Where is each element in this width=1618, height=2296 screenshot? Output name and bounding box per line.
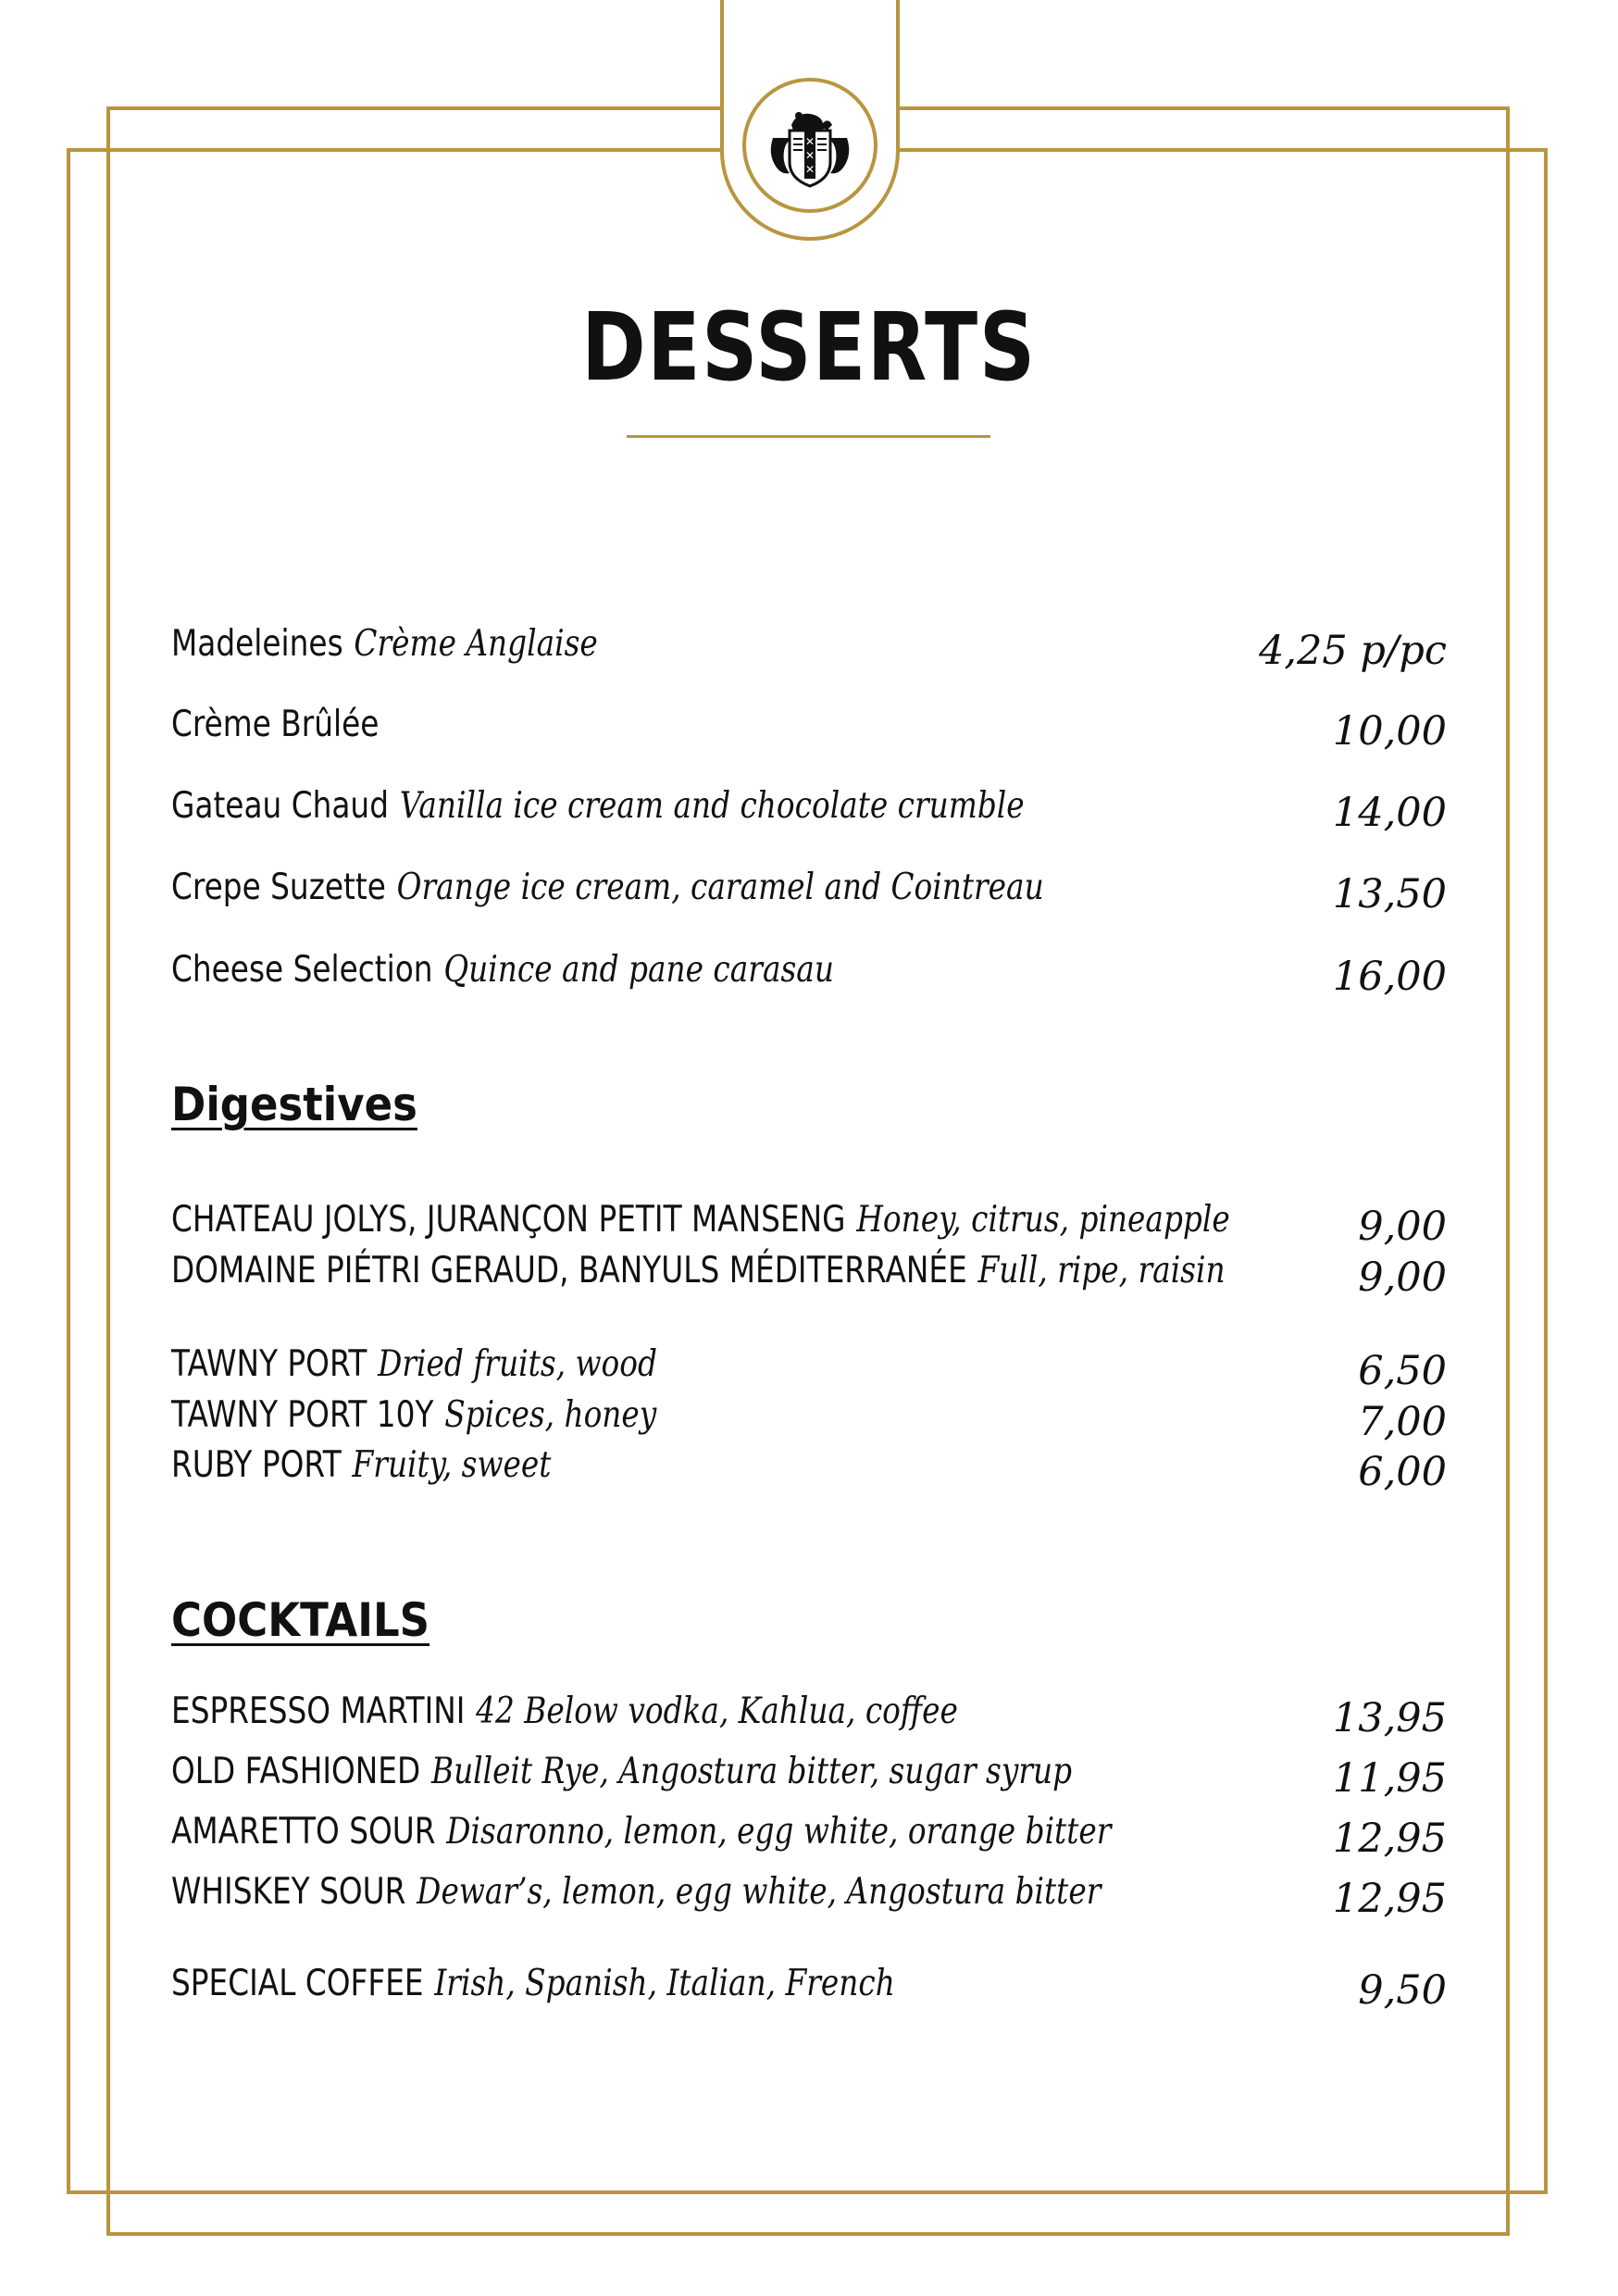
menu-item — [171, 942, 1447, 1000]
item-description: Dewar’s, lemon, egg white, Angostura bitter — [417, 1871, 1101, 1913]
page-title: DESSERTS — [581, 293, 1037, 403]
item-name: RUBY PORT — [171, 1444, 342, 1486]
menu-item — [171, 1803, 1447, 1862]
item-name: Gateau Chaud — [171, 785, 389, 827]
item-description: Orange ice cream, caramel and Cointreau — [396, 867, 1044, 908]
menu-item — [171, 778, 1447, 836]
item-name: AMARETTO SOUR — [171, 1811, 436, 1853]
item-name: OLD FASHIONED — [171, 1751, 421, 1792]
menu-item — [171, 1387, 1447, 1445]
item-description: Honey, citrus, pineapple — [856, 1199, 1230, 1241]
item-description: Spices, honey — [444, 1394, 657, 1436]
menu-item — [171, 696, 1447, 755]
item-price: 9,00 — [1358, 1254, 1447, 1301]
menu-item — [171, 616, 1447, 674]
item-price: 10,00 — [1332, 708, 1447, 755]
menu-item-text — [171, 1444, 552, 1486]
item-name: TAWNY PORT — [171, 1343, 367, 1385]
item-price: 6,00 — [1358, 1449, 1447, 1495]
menu-item — [171, 1955, 1447, 2014]
item-description: Bulleit Rye, Angostura bitter, sugar syrup — [430, 1751, 1073, 1792]
amsterdam-crest-icon — [756, 92, 864, 199]
svg-text:✕: ✕ — [804, 135, 815, 148]
svg-text:✕: ✕ — [804, 149, 815, 162]
item-description: Full, ripe, raisin — [977, 1250, 1226, 1292]
item-name: SPECIAL COFFEE — [171, 1963, 424, 2004]
menu-item-text — [171, 785, 1025, 827]
title-divider — [627, 435, 990, 438]
item-name: DOMAINE PIÉTRI GERAUD, BANYULS MÉDITERRANÉE — [171, 1250, 967, 1292]
item-description: Fruity, sweet — [352, 1444, 552, 1486]
item-name: ESPRESSO MARTINI — [171, 1691, 466, 1732]
item-name: TAWNY PORT 10Y — [171, 1394, 434, 1436]
menu-item-text — [171, 1871, 1101, 1913]
item-price: 9,00 — [1358, 1204, 1447, 1250]
svg-text:✕: ✕ — [804, 163, 815, 176]
menu-item-text — [171, 1199, 1230, 1241]
menu-item — [171, 1437, 1447, 1495]
item-price: 12,95 — [1332, 1876, 1447, 1922]
item-description: Quince and pane carasau — [443, 949, 834, 991]
menu-item — [171, 859, 1447, 917]
item-name: Crème Brûlée — [171, 704, 380, 745]
menu-item-text — [171, 623, 598, 665]
menu-item — [171, 1192, 1447, 1250]
menu-item-text — [171, 1753, 1072, 1790]
menu-item-text — [171, 949, 834, 991]
menu-item-text — [171, 1394, 657, 1436]
item-name: CHATEAU JOLYS, JURANÇON PETIT MANSENG — [171, 1199, 846, 1241]
menu-item — [171, 1683, 1447, 1741]
menu-item-text — [171, 1811, 1112, 1853]
item-description: Crème Anglaise — [354, 623, 598, 665]
item-price: 11,95 — [1332, 1755, 1447, 1802]
menu-item — [171, 1864, 1447, 1922]
section-title-cocktails: COCKTAILS — [171, 1593, 430, 1647]
item-description: 42 Below vodka, Kahlua, coffee — [476, 1691, 958, 1732]
item-description: Irish, Spanish, Italian, French — [434, 1963, 895, 2004]
item-name: Cheese Selection — [171, 949, 433, 991]
menu-item — [171, 1336, 1447, 1394]
item-price: 13,50 — [1332, 871, 1447, 917]
menu-item-text — [171, 1250, 1226, 1292]
item-description: Vanilla ice cream and chocolate crumble — [399, 785, 1025, 827]
menu-item — [171, 1743, 1447, 1802]
item-price: 13,95 — [1332, 1695, 1447, 1741]
item-description: Disaronno, lemon, egg white, orange bitter — [446, 1811, 1112, 1853]
item-name: Crepe Suzette — [171, 867, 386, 908]
item-price: 16,00 — [1332, 954, 1447, 1000]
item-price: 9,50 — [1358, 1967, 1447, 2014]
menu-item-text — [171, 704, 380, 745]
item-price: 7,00 — [1358, 1399, 1447, 1445]
item-description: Dried fruits, wood — [378, 1343, 657, 1385]
menu-item-text — [171, 1965, 895, 2002]
item-name: WHISKEY SOUR — [171, 1871, 406, 1913]
section-title-digestives: Digestives — [171, 1078, 417, 1131]
item-price: 12,95 — [1332, 1816, 1447, 1862]
item-price: 6,50 — [1358, 1348, 1447, 1394]
item-price: 14,00 — [1332, 790, 1447, 836]
menu-item-text — [171, 1343, 657, 1385]
item-name: Madeleines — [171, 623, 343, 665]
menu-item — [171, 1242, 1447, 1301]
menu-item-text — [171, 867, 1044, 908]
menu-item-text — [171, 1691, 958, 1732]
item-price: 4,25 p/pc — [1258, 628, 1447, 674]
